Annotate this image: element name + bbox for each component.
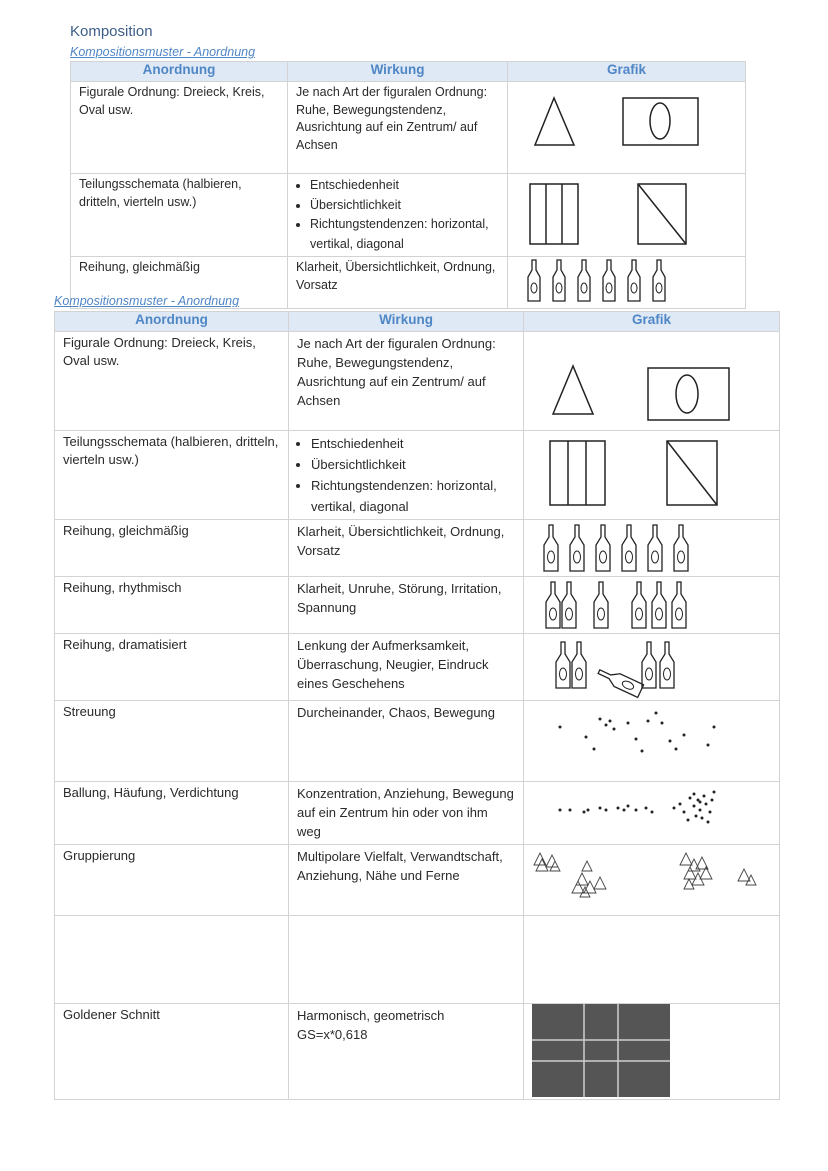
tree-group-icon — [534, 853, 756, 897]
wirkung-cell — [288, 174, 508, 257]
anordnung-cell: Figurale Ordnung: Dreieck, Kreis, Oval usw. — [71, 82, 288, 174]
anordnung-cell: Reihung, rhythmisch — [55, 577, 289, 634]
wirkung-cell: Je nach Art der figuralen Ordnung: Ruhe, Bewegungstendenz, Ausrichtung auf ein Zentrum/ auf Achsen — [289, 332, 524, 431]
anordnung-cell: Teilungsschemata (halbieren, dritteln, vierteln usw.) — [71, 174, 288, 257]
bottle-icon — [546, 582, 560, 628]
section-subtitle-cropped: Kompositionsmuster - Anordnung — [54, 295, 240, 307]
wirkung-text: Harmonisch, geometrisch — [297, 1008, 445, 1023]
empty-graphic-cell — [524, 916, 780, 1004]
wirkung-cell — [289, 1004, 524, 1100]
bottle-icon — [562, 582, 576, 628]
table-row — [55, 431, 780, 520]
dramatized-row-graphic — [524, 634, 780, 701]
table-row — [55, 1004, 780, 1100]
bottle-icon — [572, 642, 586, 688]
anordnung-cell: Teilungsschemata (halbieren, dritteln, vierteln usw.) — [55, 431, 289, 520]
wirkung-cell: Klarheit, Unruhe, Störung, Irritation, Spannung — [289, 577, 524, 634]
anordnung-cell: Reihung, gleichmäßig — [71, 257, 288, 309]
bottle-icon — [660, 642, 674, 688]
thirds-rectangle — [550, 441, 605, 505]
bullet-item: • Übersichtlichkeit — [310, 196, 499, 216]
anordnung-cell: Reihung, gleichmäßig — [55, 520, 289, 577]
cluster-graphic — [524, 782, 780, 845]
oval-shape — [650, 103, 670, 139]
table-row — [55, 782, 780, 845]
golden-ratio-formula: GS=x*0,618 — [297, 1027, 368, 1042]
section-subtitle: Kompositionsmuster - Anordnung — [70, 45, 256, 59]
bullet-item: • Entschiedenheit — [311, 433, 515, 454]
wirkung-cell: Je nach Art der figuralen Ordnung: Ruhe, Bewegungstendenz, Ausrichtung auf ein Zentrum/ auf Achsen — [288, 82, 508, 174]
table-row — [55, 577, 780, 634]
bottle-icon — [553, 260, 565, 301]
table-row — [55, 845, 780, 916]
bullet-item: • Richtungstendenzen: horizontal, vertikal, diagonal — [310, 215, 499, 254]
bullet-item: • Richtungstendenzen: horizontal, vertikal, diagonal — [311, 475, 515, 517]
wirkung-cell: Durcheinander, Chaos, Bewegung — [289, 701, 524, 782]
division-scheme-graphic — [508, 174, 746, 257]
bottle-icon — [674, 525, 688, 571]
bottle-icon — [653, 260, 665, 301]
scattered-dots — [559, 712, 716, 753]
wirkung-cell — [289, 916, 524, 1004]
header-wirkung: Wirkung — [289, 312, 524, 332]
table-row — [55, 332, 780, 431]
bottle-icon — [622, 525, 636, 571]
wirkung-cell: Klarheit, Übersichtlichkeit, Ordnung, Vorsatz — [289, 520, 524, 577]
rectangle-shape — [623, 98, 698, 145]
bullet-item: • Entschiedenheit — [310, 176, 499, 196]
fallen-bottle-icon — [596, 665, 644, 697]
thirds-rectangle — [530, 184, 578, 244]
composition-table-top — [70, 61, 746, 309]
bottle-icon — [578, 260, 590, 301]
header-wirkung: Wirkung — [288, 62, 508, 82]
table-row — [55, 634, 780, 701]
header-anordnung: Anordnung — [55, 312, 289, 332]
bottle-icon — [652, 582, 666, 628]
figural-order-graphic — [508, 82, 746, 174]
header-anordnung: Anordnung — [71, 62, 288, 82]
table-row — [71, 82, 746, 174]
wirkung-cell: Klarheit, Übersichtlichkeit, Ordnung, Vorsatz — [288, 257, 508, 309]
bullet-item: • Übersichtlichkeit — [311, 454, 515, 475]
bottle-icon — [648, 525, 662, 571]
anordnung-cell: Streuung — [55, 701, 289, 782]
bottle-icon — [594, 582, 608, 628]
bottle-icon — [596, 525, 610, 571]
anordnung-cell: Goldener Schnitt — [55, 1004, 289, 1100]
bottle-icon — [544, 525, 558, 571]
wirkung-cell: Multipolare Vielfalt, Verwandtschaft, Anziehung, Nähe und Ferne — [289, 845, 524, 916]
rhythmic-row-graphic — [524, 577, 780, 634]
bottle-icon — [628, 260, 640, 301]
bottle-icon — [642, 642, 656, 688]
bottle-icon — [570, 525, 584, 571]
header-grafik: Grafik — [508, 62, 746, 82]
scatter-graphic — [524, 701, 780, 782]
golden-grid-background — [532, 1004, 670, 1097]
table-row — [55, 701, 780, 782]
bottle-icon — [603, 260, 615, 301]
anordnung-cell: Reihung, dramatisiert — [55, 634, 289, 701]
composition-table — [54, 311, 780, 1100]
table-row — [71, 174, 746, 257]
anordnung-cell: Gruppierung — [55, 845, 289, 916]
bottle-icon — [672, 582, 686, 628]
even-row-graphic — [524, 520, 780, 577]
bottle-icon — [528, 260, 540, 301]
figural-order-graphic — [524, 332, 780, 431]
bottle-row-graphic — [508, 257, 746, 309]
wirkung-cell: Lenkung der Aufmerksamkeit, Überraschung, Neugier, Eindruck eines Geschehens — [289, 634, 524, 701]
wirkung-cell — [289, 431, 524, 520]
golden-ratio-graphic — [524, 1004, 780, 1100]
anordnung-cell: Ballung, Häufung, Verdichtung — [55, 782, 289, 845]
wirkung-cell: Konzentration, Anziehung, Bewegung auf ein Zentrum hin oder von ihm weg — [289, 782, 524, 845]
oval-shape — [676, 375, 698, 413]
clustered-dots — [559, 791, 716, 824]
bottle-icon — [632, 582, 646, 628]
triangle-shape — [553, 366, 593, 414]
bottle-icon — [556, 642, 570, 688]
header-grafik: Grafik — [524, 312, 780, 332]
table-row-empty — [55, 916, 780, 1004]
anordnung-cell — [55, 916, 289, 1004]
anordnung-cell: Figurale Ordnung: Dreieck, Kreis, Oval usw. — [55, 332, 289, 431]
grouping-graphic — [524, 845, 780, 916]
triangle-shape — [535, 98, 574, 145]
table-row — [55, 520, 780, 577]
division-scheme-graphic — [524, 431, 780, 520]
page-title: Komposition — [70, 23, 153, 40]
